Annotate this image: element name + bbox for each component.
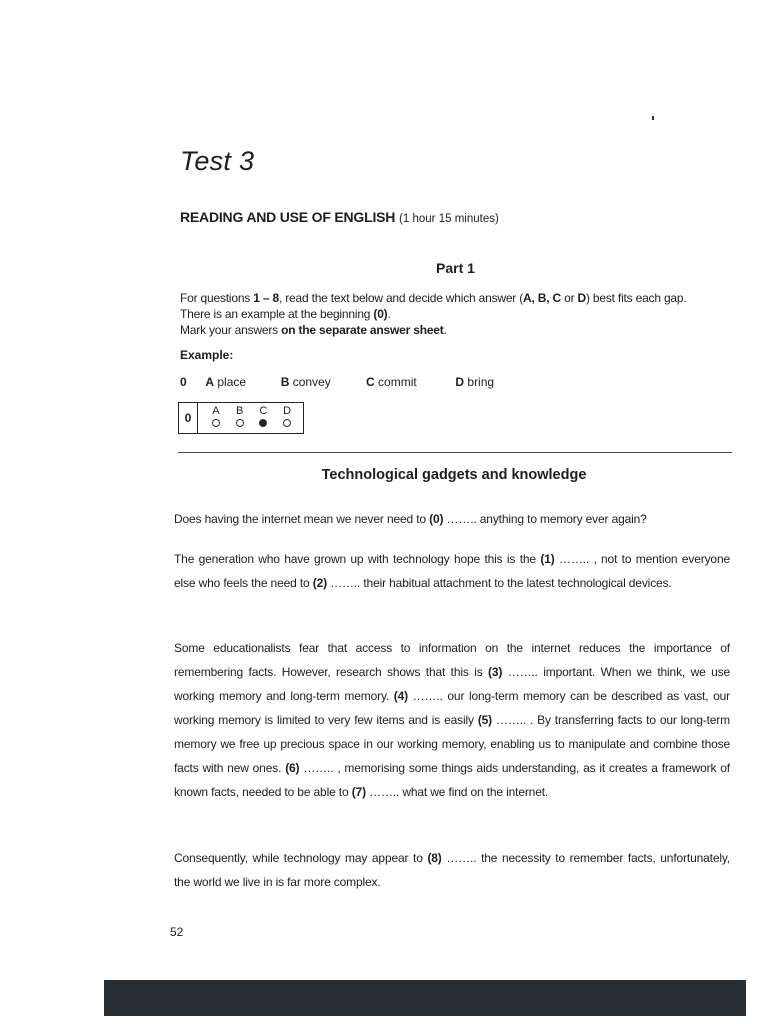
bubble-circle — [283, 419, 291, 427]
example-label: Example: — [180, 348, 234, 362]
test-title: Test 3 — [180, 146, 255, 176]
gap-8: (8) — [427, 851, 442, 865]
text-title: Technological gadgets and knowledge — [321, 467, 587, 483]
answer-box-options — [198, 403, 303, 433]
answer-bubble-a: A — [212, 405, 220, 433]
answer-bubble-b: B — [236, 405, 244, 433]
gap-5: (5) — [477, 713, 493, 727]
section-duration: (1 hour 15 minutes) — [399, 213, 499, 225]
instructions — [180, 290, 740, 338]
gap-4: (4) — [393, 689, 408, 703]
paragraph-1: Does having the internet mean we never need to (0) …….. anything to memory ever again? — [174, 512, 647, 526]
paragraph-2: The generation who have grown up with technology hope this is the (1) …….. , not to mention everyone else who feels the need to (2) …….. their habitual attachment to the latest technological devices. — [174, 552, 730, 590]
answer-box-number: 0 — [179, 403, 198, 433]
paragraph-4: Consequently, while technology may appear to (8) …….. the necessity to remember facts, unfortunately, the world we live in is far more complex. — [174, 851, 731, 889]
gap-1: (1) — [540, 552, 555, 566]
example-option-a: A place — [205, 375, 247, 389]
example-options — [180, 375, 494, 389]
part-title: Part 1 — [436, 260, 475, 276]
answer-bubble-c: C — [259, 405, 267, 433]
bubble-circle — [236, 419, 244, 427]
gap-6: (6) — [285, 761, 300, 775]
scan-speck — [652, 116, 654, 120]
section-title: READING AND USE OF ENGLISH — [180, 209, 396, 225]
section-heading — [180, 209, 499, 225]
example-option-b: B convey — [280, 375, 331, 389]
bubble-circle — [259, 419, 267, 427]
gap-7: (7) — [351, 785, 366, 799]
gap-3: (3) — [488, 665, 503, 679]
page-number: 52 — [170, 925, 184, 939]
instruction-line-2: There is an example at the beginning (0). — [180, 307, 391, 321]
example-number: 0 — [180, 375, 187, 389]
scan-edge-bar — [104, 980, 746, 1016]
example-option-d: D bring — [455, 375, 495, 389]
answer-bubble-d: D — [283, 405, 291, 433]
instruction-line-3: Mark your answers on the separate answer sheet. — [180, 323, 447, 337]
paragraph-3: Some educationalists fear that access to information on the internet reduces the importance of remembering facts. However, research shows that this is (3) …….. important. When we think, we use working memory and long-term memory. (4) …….. our long-term memory can be described as vast, our working memory is limited to very few items and is easily (5) …….. . By transferring facts to our long-term memory we free up precious space in our working memory, enabling us to manipulate and combine those facts with new ones. (6) …….. , memorising some things aids understanding, as it creates a framework of known facts, needed to be able to (7) …….. what we find on the internet. — [174, 641, 730, 799]
example-answer-box — [178, 402, 304, 434]
bubble-circle — [212, 419, 220, 427]
instruction-line-1: For questions 1 – 8, read the text below and decide which answer (A, B, C or D) best fits each gap. — [180, 291, 687, 305]
gap-2: (2) — [312, 576, 327, 590]
example-option-c: C commit — [366, 375, 417, 389]
gap-0: (0) — [429, 512, 444, 526]
divider-line — [178, 452, 732, 453]
